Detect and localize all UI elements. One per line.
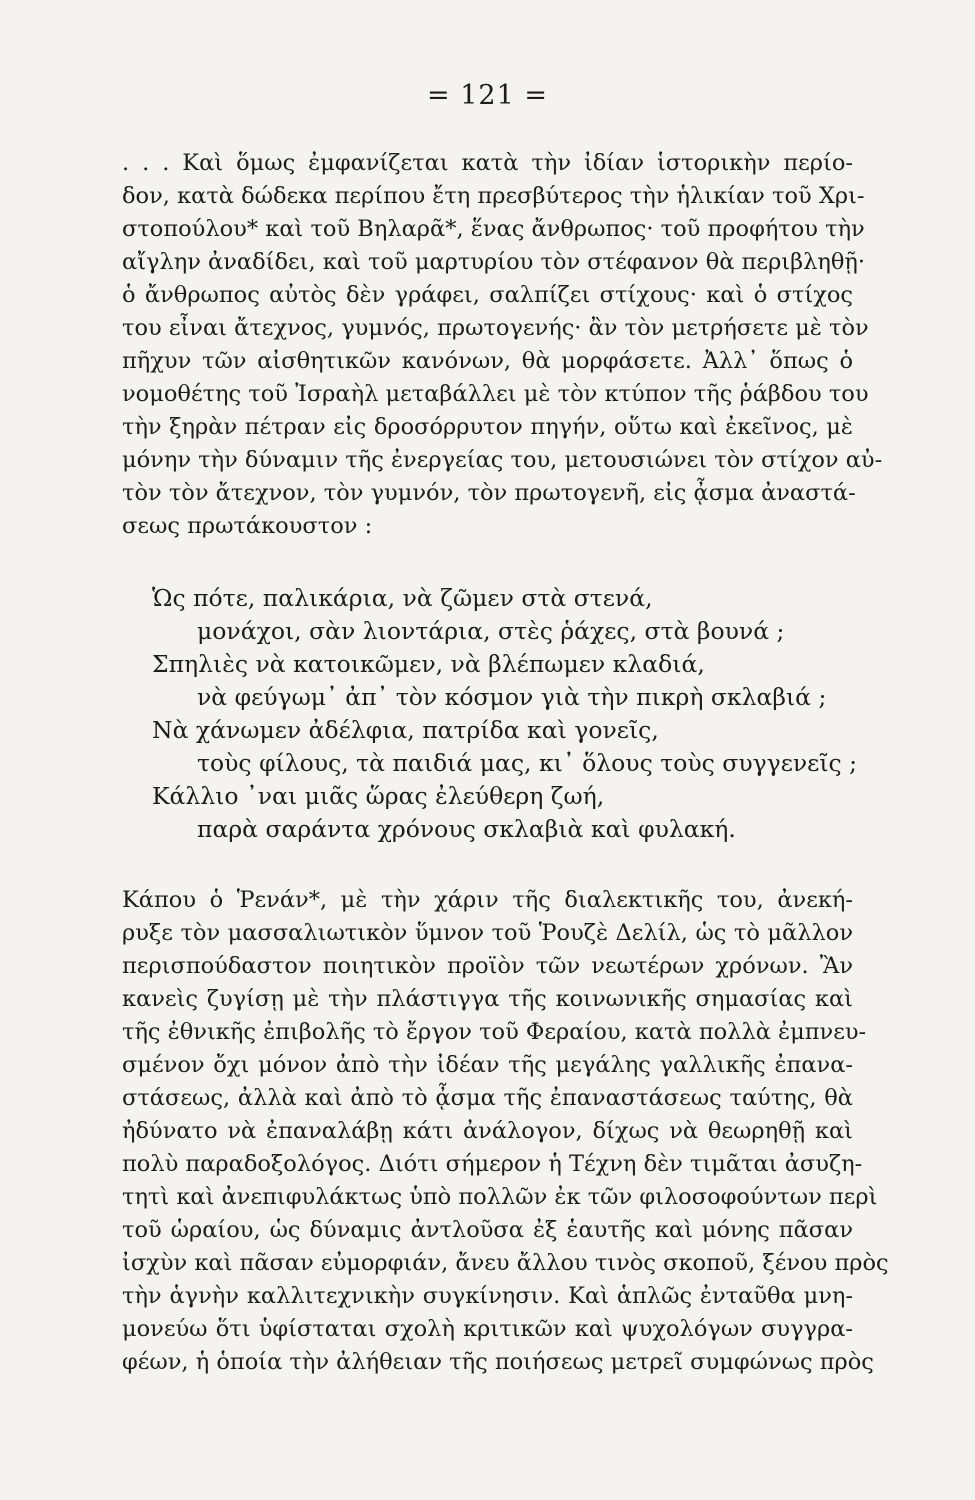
paragraph-1-line: τὸν τὸν ἄτεχνον, τὸν γυμνόν, τὸν πρωτογενῆ, εἰς ᾆσμα ἀναστά-	[122, 480, 856, 506]
paragraph-1-line: τὴν ξηρὰν πέτραν εἰς δροσόρρυτον πηγήν, οὕτω καὶ ἐκεῖνος, μὲ	[122, 414, 853, 440]
paragraph-1-line: πῆχυν τῶν αἰσθητικῶν κανόνων, θὰ μορφάσετε. Ἀλλ᾽ ὅπως ὁ	[122, 348, 853, 374]
paragraph-1-line: δον, κατὰ δώδεκα περίπου ἔτη πρεσβύτερος τὴν ἡλικίαν τοῦ Χρι-	[122, 183, 865, 209]
paragraph-2-line: ἠδύνατο νὰ ἐπαναλάβῃ κάτι ἀνάλογον, δίχως νὰ θεωρηθῇ καὶ	[122, 1118, 853, 1144]
paragraph-2-line: πολὺ παραδοξολόγος. Διότι σήμερον ἡ Τέχνη δὲν τιμᾶται ἀσυζη-	[122, 1151, 863, 1177]
page-number: = 121 =	[427, 80, 548, 111]
paragraph-1-line: μόνην τὴν δύναμιν τῆς ἐνεργείας του, μετουσιώνει τὸν στίχον αὐ-	[122, 447, 883, 473]
paragraph-2-line: μονεύω ὅτι ὑφίσταται σχολὴ κριτικῶν καὶ ψυχολόγων συγγρα-	[122, 1316, 853, 1342]
paragraph-1-line: σεως πρωτάκουστον :	[122, 513, 373, 539]
paragraph-1-line: αἴγλην ἀναδίδει, καὶ τοῦ μαρτυρίου τὸν στέφανον θὰ περιβληθῇ·	[122, 249, 866, 275]
paragraph-2-line: κανεὶς ζυγίσῃ μὲ τὴν πλάστιγγα τῆς κοινωνικῆς σημασίας καὶ	[122, 986, 853, 1012]
paragraph-1-line: στοπούλου* καὶ τοῦ Βηλαρᾶ*, ἕνας ἄνθρωπος· τοῦ προφήτου τὴν	[122, 216, 865, 242]
poem-line: Σπηλιὲς νὰ κατοικῶμεν, νὰ βλέπωμεν κλαδιά,	[152, 650, 705, 678]
paragraph-2-line: τητὶ καὶ ἀνεπιφυλάκτως ὑπὸ πολλῶν ἐκ τῶν φιλοσοφούντων περὶ	[122, 1184, 878, 1210]
paragraph-2-line: Κάπου ὁ Ῥενάν*, μὲ τὴν χάριν τῆς διαλεκτικῆς του, ἀνεκή-	[122, 887, 853, 913]
poem-line: νὰ φεύγωμ᾽ ἀπ᾽ τὸν κόσμον γιὰ τὴν πικρὴ σκλαβιά ;	[197, 683, 827, 711]
poem-line: παρὰ σαράντα χρόνους σκλαβιὰ καὶ φυλακή.	[197, 815, 736, 843]
paragraph-2-line: ἰσχὺν καὶ πᾶσαν εὐμορφιάν, ἄνευ ἄλλου τινὸς σκοποῦ, ξένου πρὸς	[122, 1250, 889, 1276]
paragraph-2-line: σμένον ὄχι μόνον ἀπὸ τὴν ἰδέαν τῆς μεγάλης γαλλικῆς ἐπανα-	[122, 1052, 853, 1078]
paragraph-2-line: περισπούδαστον ποιητικὸν προϊὸν τῶν νεωτέρων χρόνων. Ἂν	[122, 953, 853, 979]
poem-line: Νὰ χάνωμεν ἀδέλφια, πατρίδα καὶ γονεῖς,	[152, 716, 659, 744]
paragraph-1-line: . . . Καὶ ὅμως ἐμφανίζεται κατὰ τὴν ἰδίαν ἱστορικὴν περίο-	[122, 150, 853, 176]
poem-line: Κάλλιο ᾽ναι μιᾶς ὥρας ἐλεύθερη ζωή,	[152, 782, 605, 810]
paragraph-1-line: νομοθέτης τοῦ Ἰσραὴλ μεταβάλλει μὲ τὸν κτύπον τῆς ῥάβδου του	[122, 381, 869, 407]
paragraph-2-line: τῆς ἐθνικῆς ἐπιβολῆς τὸ ἔργον τοῦ Φεραίου, κατὰ πολλὰ ἐμπνευ-	[122, 1019, 867, 1045]
poem-line: τοὺς φίλους, τὰ παιδιά μας, κι᾽ ὅλους τοὺς συγγενεῖς ;	[197, 749, 858, 777]
poem-line: μονάχοι, σὰν λιοντάρια, στὲς ῥάχες, στὰ βουνά ;	[197, 617, 785, 645]
paragraph-1-line: του εἶναι ἄτεχνος, γυμνός, πρωτογενής· ἂν τὸν μετρήσετε μὲ τὸν	[122, 315, 869, 341]
poem-line: Ὡς πότε, παλικάρια, νὰ ζῶμεν στὰ στενά,	[152, 584, 653, 612]
paragraph-2-line: στάσεως, ἀλλὰ καὶ ἀπὸ τὸ ᾆσμα τῆς ἐπαναστάσεως ταύτης, θὰ	[122, 1085, 853, 1111]
paragraph-2-line: ρυξε τὸν μασσαλιωτικὸν ὕμνον τοῦ Ῥουζὲ Δελίλ, ὡς τὸ μᾶλλον	[122, 920, 853, 946]
paragraph-2-line: τὴν ἁγνὴν καλλιτεχνικὴν συγκίνησιν. Καὶ ἁπλῶς ἐνταῦθα μνη-	[122, 1283, 853, 1309]
paragraph-2-line: φέων, ἡ ὁποία τὴν ἀλήθειαν τῆς ποιήσεως μετρεῖ συμφώνως πρὸς	[122, 1349, 874, 1375]
paragraph-2-line: τοῦ ὡραίου, ὡς δύναμις ἀντλοῦσα ἐξ ἑαυτῆς καὶ μόνης πᾶσαν	[122, 1217, 853, 1243]
paragraph-1-line: ὁ ἄνθρωπος αὐτὸς δὲν γράφει, σαλπίζει στίχους· καὶ ὁ στίχος	[122, 282, 853, 308]
